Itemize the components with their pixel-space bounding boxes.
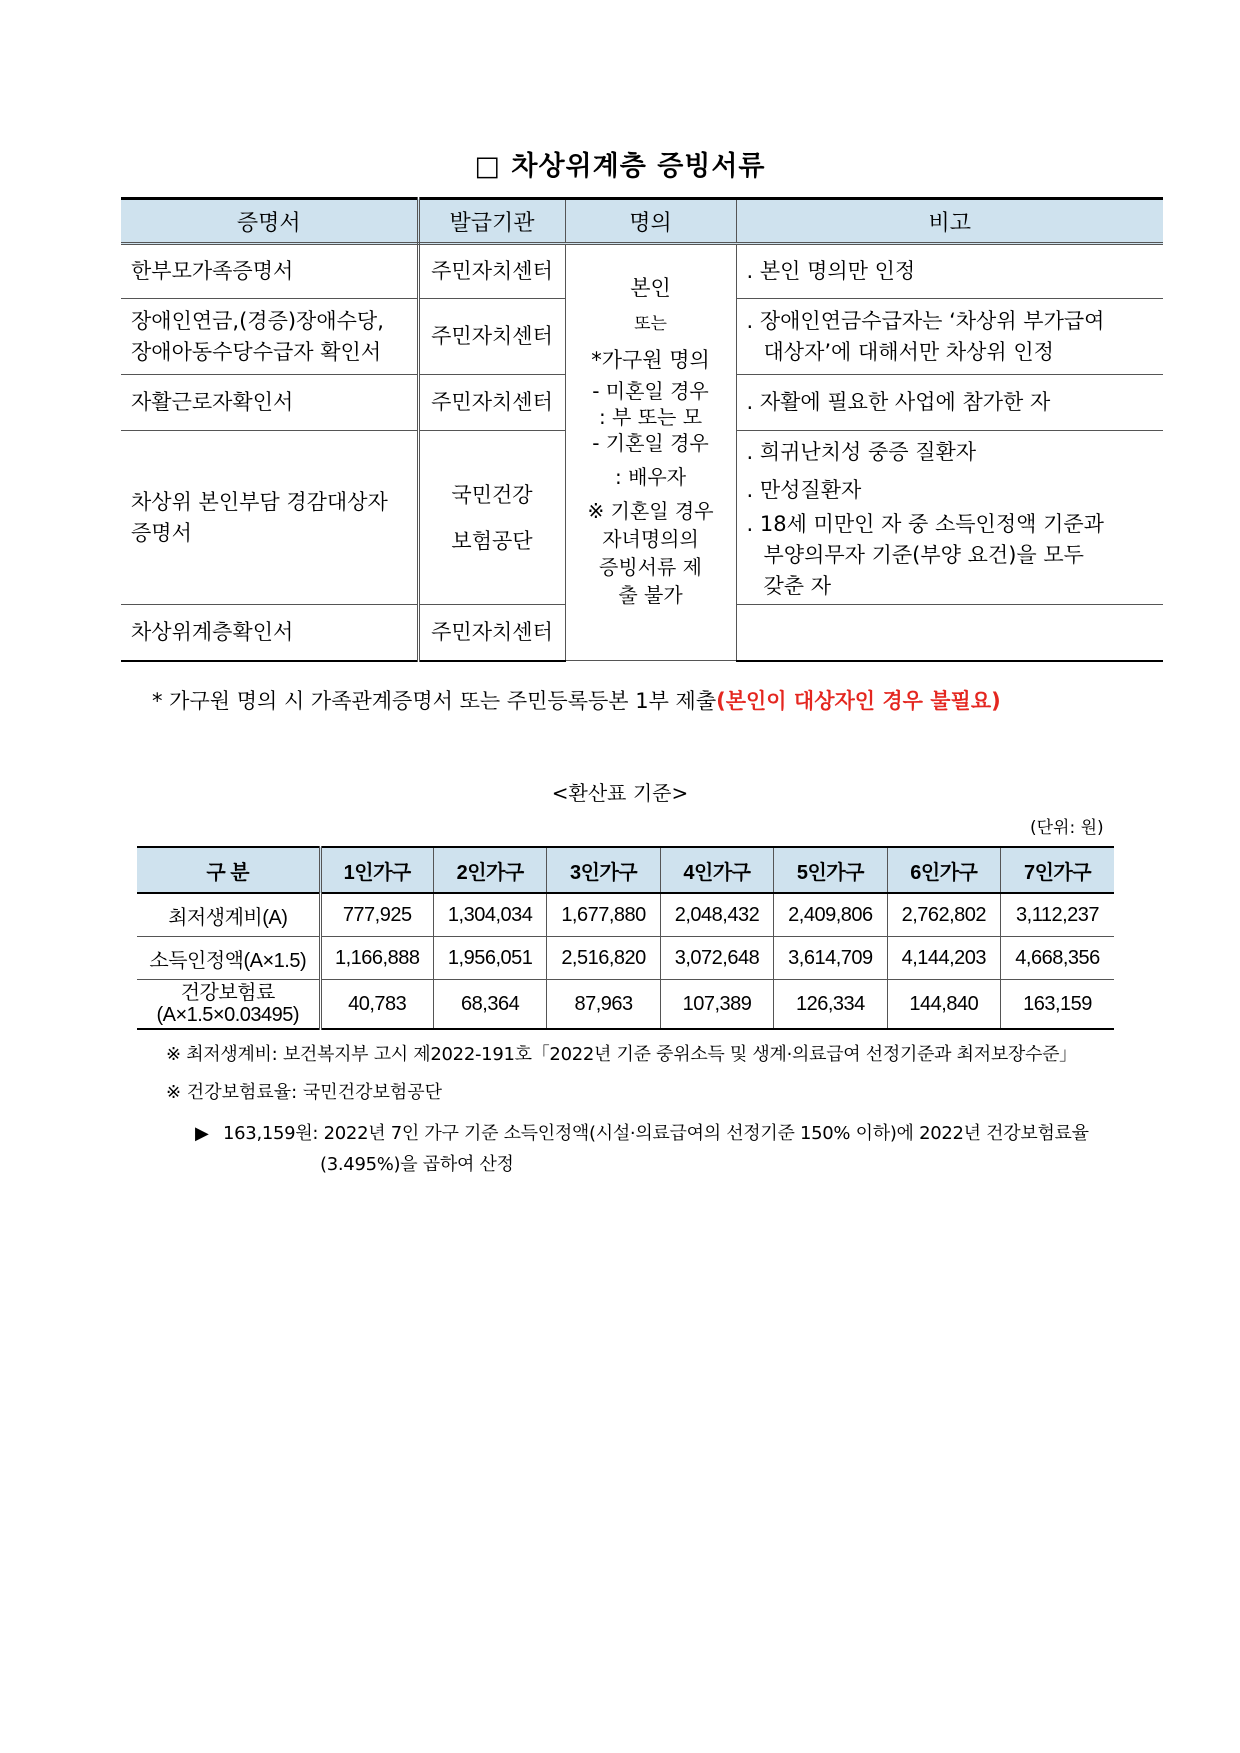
issuer-line: 보험공단 <box>451 528 533 553</box>
value-cell: 4,668,356 <box>1001 937 1114 980</box>
issuer-cell: 주민자치센터 <box>418 299 565 375</box>
document-table <box>121 197 1163 662</box>
header-household: 2인가구 <box>433 847 546 893</box>
value-cell: 777,925 <box>320 893 433 937</box>
value-cell: 1,956,051 <box>433 937 546 980</box>
value-cell: 1,677,880 <box>547 893 660 937</box>
cert-cell: 차상위계층확인서 <box>121 605 418 661</box>
header-cert: 증명서 <box>121 199 418 244</box>
note-calculation <box>195 1118 1120 1180</box>
value-cell: 87,963 <box>547 980 660 1030</box>
header-owner: 명의 <box>565 199 736 244</box>
value-cell: 3,614,709 <box>774 937 887 980</box>
table-row <box>137 893 1114 937</box>
owner-line: *가구원 명의 <box>591 348 710 372</box>
value-cell: 2,048,432 <box>660 893 773 937</box>
value-cell: 68,364 <box>433 980 546 1030</box>
value-cell: 2,516,820 <box>547 937 660 980</box>
conversion-table <box>137 846 1114 1030</box>
note-line: 대상자’에 대해서만 차상위 인정 <box>763 339 1054 364</box>
note-cell <box>736 299 1163 375</box>
value-cell: 163,159 <box>1001 980 1114 1030</box>
note-line: . 장애인연금수급자는 ‘차상위 부가급여 <box>746 308 1105 333</box>
note-line: 갖춘 자 <box>763 574 832 598</box>
note-line: . 희귀난치성 중증 질환자 <box>746 440 977 464</box>
table-row <box>121 244 1163 299</box>
header-household: 4인가구 <box>660 847 773 893</box>
value-cell: 2,762,802 <box>887 893 1000 937</box>
note-line: . 만성질환자 <box>746 478 862 502</box>
table-row <box>137 980 1114 1030</box>
note-line: . 18세 미만인 자 중 소득인정액 기준과 <box>746 512 1104 536</box>
value-cell: 3,112,237 <box>1001 893 1114 937</box>
header-issuer: 발급기관 <box>418 199 565 244</box>
triangle-bullet-icon: ▶ <box>195 1123 209 1144</box>
owner-line: : 부 또는 모 <box>598 405 703 429</box>
unit-label: (단위: 원) <box>1030 818 1104 838</box>
value-cell: 107,389 <box>660 980 773 1030</box>
cert-cell <box>121 431 418 605</box>
note-calculation-line: (3.495%)을 곱하여 산정 <box>320 1154 514 1175</box>
note-cell: . 본인 명의만 인정 <box>736 244 1163 299</box>
note-calculation-line: 163,159원: 2022년 7인 가구 기준 소득인정액(시설·의료급여의 선정기준 150% 이하)에 2022년 건강보험료율 <box>223 1123 1089 1144</box>
cert-cell <box>121 299 418 375</box>
row-label: 최저생계비(A) <box>137 893 320 937</box>
value-cell: 3,072,648 <box>660 937 773 980</box>
row-label-line: 건강보험료 <box>180 982 275 1004</box>
value-cell: 144,840 <box>887 980 1000 1030</box>
row-label-line: (A×1.5×0.03495) <box>156 1004 300 1026</box>
header-household: 5인가구 <box>774 847 887 893</box>
footnote <box>152 685 1001 715</box>
cert-line: 차상위 본인부담 경감대상자 <box>131 489 388 514</box>
owner-line: - 미혼일 경우 <box>592 379 709 403</box>
header-household: 1인가구 <box>320 847 433 893</box>
issuer-cell: 주민자치센터 <box>418 375 565 431</box>
cert-cell: 자활근로자확인서 <box>121 375 418 431</box>
note-line: 부양의무자 기준(부양 요건)을 모두 <box>763 543 1084 567</box>
owner-line: 또는 <box>634 314 667 334</box>
header-note: 비고 <box>736 199 1163 244</box>
owner-cell <box>565 244 736 661</box>
table-row <box>137 937 1114 980</box>
page-title: □ 차상위계층 증빙서류 <box>474 151 766 182</box>
header-household: 3인가구 <box>547 847 660 893</box>
note-cell: . 자활에 필요한 사업에 참가한 자 <box>736 375 1163 431</box>
issuer-cell: 주민자치센터 <box>418 244 565 299</box>
header-household: 7인가구 <box>1001 847 1114 893</box>
note-cell <box>736 605 1163 661</box>
cert-line: 증명서 <box>131 520 192 545</box>
cert-line: 장애인연금,(경증)장애수당, <box>131 308 384 333</box>
footnote-highlight: (본인이 대상자인 경우 불필요) <box>716 689 1001 713</box>
note-insurance-rate: ※ 건강보험료율: 국민건강보험공단 <box>166 1082 443 1103</box>
conversion-title: <환산표 기준> <box>551 781 689 805</box>
owner-line: : 배우자 <box>614 465 687 489</box>
conversion-table-header <box>137 847 1114 893</box>
owner-line: 증빙서류 제 <box>599 555 702 579</box>
issuer-cell: 주민자치센터 <box>418 605 565 661</box>
owner-line: 자녀명의의 <box>602 527 699 551</box>
value-cell: 2,409,806 <box>774 893 887 937</box>
owner-line: - 기혼일 경우 <box>592 431 709 455</box>
value-cell: 126,334 <box>774 980 887 1030</box>
footnote-text: * 가구원 명의 시 가족관계증명서 또는 주민등록등본 1부 제출 <box>152 689 717 713</box>
note-min-cost: ※ 최저생계비: 보건복지부 고시 제2022-191호「2022년 기준 중위소득 및 생계·의료급여 선정기준과 최저보장수준」 <box>166 1044 1077 1065</box>
issuer-cell <box>418 431 565 605</box>
row-label: 소득인정액(A×1.5) <box>137 937 320 980</box>
value-cell: 1,166,888 <box>320 937 433 980</box>
owner-line: 본인 <box>630 276 671 300</box>
cert-line: 장애아동수당수급자 확인서 <box>131 339 382 364</box>
cert-cell: 한부모가족증명서 <box>121 244 418 299</box>
value-cell: 1,304,034 <box>433 893 546 937</box>
value-cell: 40,783 <box>320 980 433 1030</box>
document-table-header <box>121 199 1163 244</box>
note-cell <box>736 431 1163 605</box>
header-category: 구 분 <box>137 847 320 893</box>
value-cell: 4,144,203 <box>887 937 1000 980</box>
owner-line: ※ 기혼일 경우 <box>587 499 714 523</box>
owner-line: 출 불가 <box>618 583 683 607</box>
issuer-line: 국민건강 <box>451 482 533 507</box>
row-label <box>137 980 320 1030</box>
header-household: 6인가구 <box>887 847 1000 893</box>
